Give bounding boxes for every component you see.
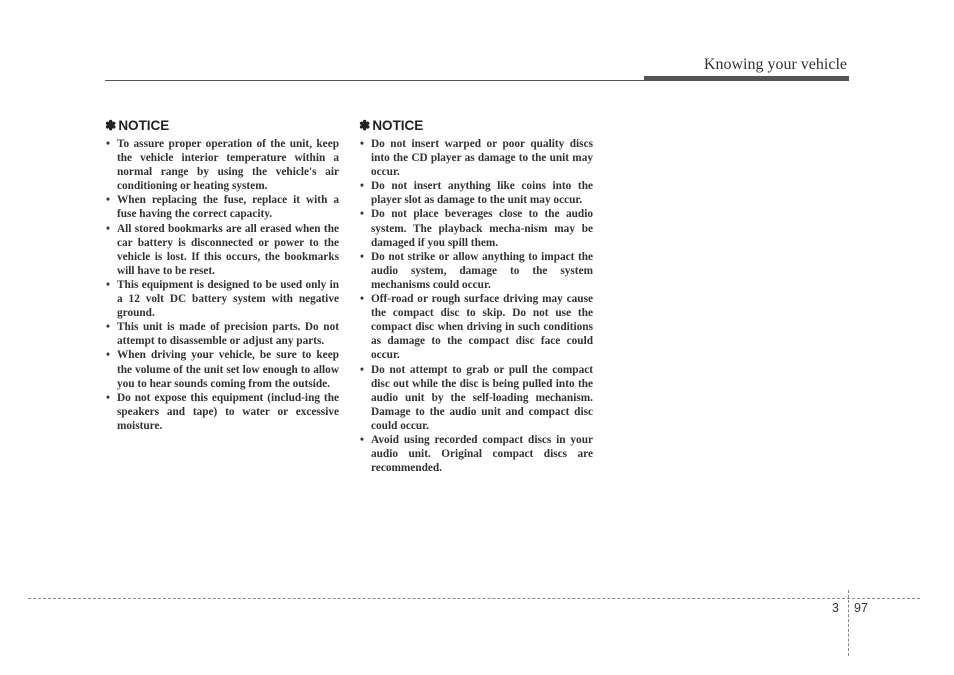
list-item: • Avoid using recorded compact discs in your audio unit. Original compact discs are recommended. [359,433,593,475]
notice-right [359,118,593,475]
notice-left [105,118,339,433]
list-item: • Do not place beverages close to the audio system. The playback mecha-nism may be damaged if you spill them. [359,207,593,249]
notice-heading [105,118,339,134]
footer-divider [848,590,849,656]
list-item: • To assure proper operation of the unit, keep the vehicle interior temperature within a normal range by using the vehicle's air conditioning or heating system. [105,137,339,193]
page-number: 97 [854,601,868,615]
list-item: • All stored bookmarks are all erased when the car battery is disconnected or power to the vehicle is lost. If this occurs, the bookmarks will have to be reset. [105,222,339,278]
chapter-number: 3 [832,601,839,615]
notice-list [359,137,593,475]
list-item: • When driving your vehicle, be sure to keep the volume of the unit set low enough to allow you to hear sounds coming from the outside. [105,348,339,390]
list-item: • Do not insert anything like coins into the player slot as damage to the unit may occur. [359,179,593,207]
notice-heading [359,118,593,134]
list-item: • Do not insert warped or poor quality discs into the CD player as damage to the unit may occur. [359,137,593,179]
notice-list [105,137,339,433]
list-item: • Do not expose this equipment (includ-ing the speakers and tape) to water or excessive moisture. [105,391,339,433]
list-item: • This unit is made of precision parts. Do not attempt to disassemble or adjust any parts. [105,320,339,348]
notice-star-icon: ✽ [105,118,117,133]
list-item: • Do not attempt to grab or pull the compact disc out while the disc is being pulled into the audio unit by the self-loading mechanism. Damage to the audio unit and compact disc could occur. [359,363,593,433]
section-title: Knowing your vehicle [703,56,847,73]
footer-rule [28,598,920,599]
notice-star-icon: ✽ [359,118,371,133]
header-accent-bar [644,76,849,81]
list-item: • This equipment is designed to be used only in a 12 volt DC battery system with negative ground. [105,278,339,320]
list-item: • Do not strike or allow anything to impact the audio system, damage to the system mechanisms could occur. [359,250,593,292]
notice-heading-text: NOTICE [372,118,424,133]
list-item: • Off-road or rough surface driving may cause the compact disc to skip. Do not use the compact disc when driving in such conditions as damage to the compact disc face could occur. [359,292,593,362]
notice-heading-text: NOTICE [118,118,170,133]
list-item: • When replacing the fuse, replace it with a fuse having the correct capacity. [105,193,339,221]
